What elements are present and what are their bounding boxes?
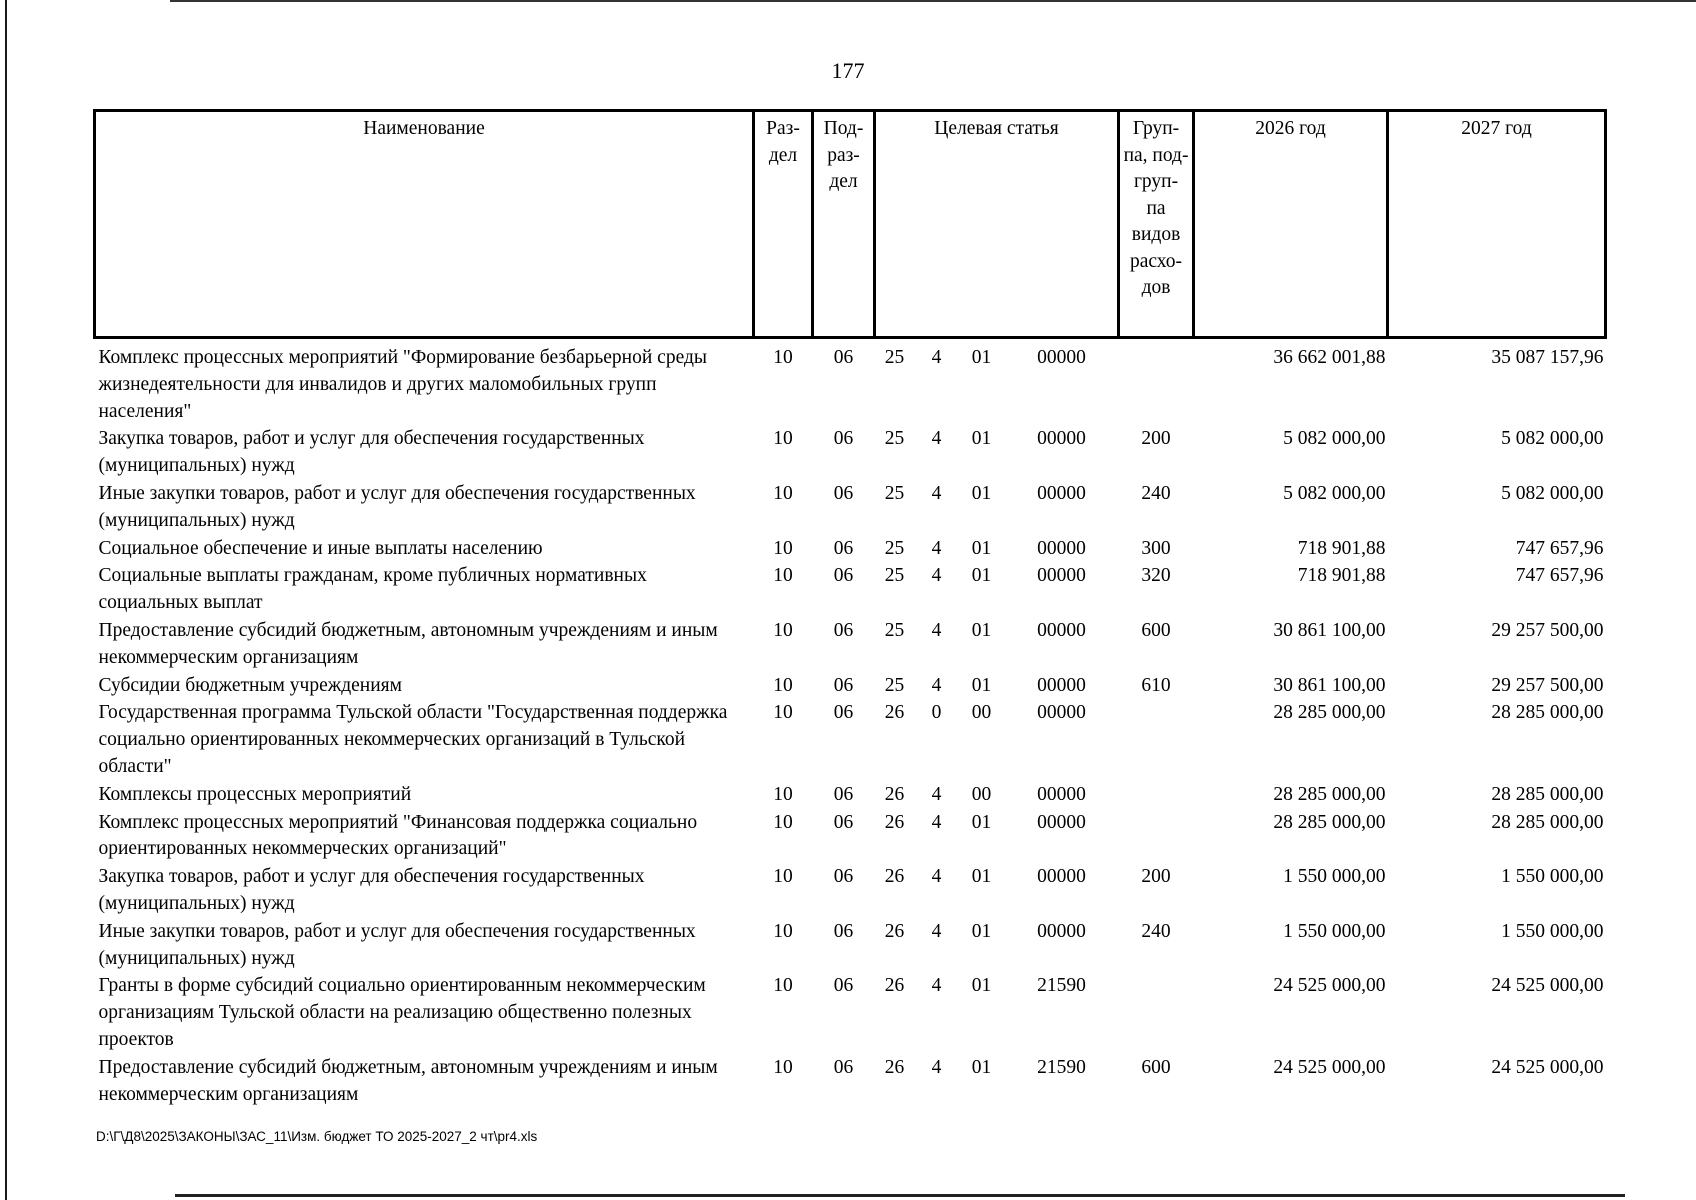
row-target-type: 4	[931, 674, 942, 696]
row-expense-group	[1119, 782, 1194, 810]
table-row	[95, 864, 1606, 919]
row-target-program: 26	[884, 811, 905, 833]
row-expense-group	[1119, 700, 1194, 781]
row-podrazdel: 06	[833, 428, 854, 450]
row-razdel: 10	[773, 482, 793, 504]
row-name: Закупка товаров, работ и услуг для обеспечения государственных (муниципальных) нужд	[98, 866, 645, 914]
row-target-complex: 01	[971, 428, 992, 450]
table-row	[95, 973, 1606, 1054]
row-podrazdel: 06	[833, 619, 854, 641]
row-target-type: 4	[931, 619, 942, 641]
row-amount-2026: 28 285 000,00	[1273, 702, 1386, 724]
row-amount-2027: 5 082 000,00	[1501, 482, 1604, 504]
table-row	[95, 810, 1606, 865]
row-podrazdel: 06	[833, 783, 854, 805]
table-row	[95, 700, 1606, 781]
row-target-program: 26	[884, 920, 905, 942]
row-name: Комплекс процессных мероприятий "Формирование безбарьерной среды жизнедеятельности для инвалидов и других маломобильных групп населения"	[98, 347, 707, 422]
row-target-complex: 01	[971, 866, 992, 888]
row-target-program: 26	[884, 975, 905, 997]
row-target-direction: 00000	[1037, 783, 1086, 805]
row-expense-group	[1119, 973, 1194, 1054]
row-amount-2026: 36 662 001,88	[1273, 347, 1386, 368]
row-amount-2027: 747 657,96	[1515, 537, 1604, 559]
table-row	[95, 426, 1606, 481]
table-row	[95, 536, 1606, 564]
page-number: 177	[831, 58, 865, 83]
row-podrazdel: 06	[833, 565, 854, 587]
row-expense-group: 600	[1141, 619, 1171, 641]
row-amount-2027: 29 257 500,00	[1491, 619, 1604, 641]
row-target-complex: 01	[971, 347, 992, 368]
table-header-row	[95, 111, 1606, 338]
row-razdel: 10	[773, 674, 793, 696]
row-amount-2026: 30 861 100,00	[1273, 619, 1386, 641]
row-podrazdel: 06	[833, 537, 854, 559]
row-name: Гранты в форме субсидий социально ориентированным некоммерческим организациям Тульской области на реализацию общественно полезных проектов	[98, 975, 706, 1050]
row-target-complex: 01	[971, 920, 992, 942]
table-body	[95, 338, 1606, 1110]
row-name: Иные закупки товаров, работ и услуг для обеспечения государственных (муниципальных) нужд	[98, 482, 696, 531]
row-target-complex: 01	[971, 619, 992, 641]
row-target-complex: 01	[971, 537, 992, 559]
table-row	[95, 673, 1606, 701]
row-target-type: 4	[931, 866, 942, 888]
row-expense-group: 200	[1141, 866, 1171, 888]
table-row	[95, 782, 1606, 810]
row-razdel: 10	[773, 702, 793, 724]
row-razdel: 10	[773, 565, 793, 587]
row-amount-2026: 28 285 000,00	[1273, 783, 1386, 805]
row-expense-group: 320	[1141, 565, 1171, 587]
row-amount-2026: 24 525 000,00	[1273, 1056, 1386, 1078]
row-target-type: 4	[931, 1056, 942, 1078]
row-amount-2026: 1 550 000,00	[1283, 866, 1386, 888]
row-amount-2026: 718 901,88	[1297, 537, 1386, 559]
row-target-complex: 00	[971, 783, 992, 805]
row-target-program: 25	[884, 482, 905, 504]
row-target-type: 4	[931, 482, 942, 504]
row-target-direction: 00000	[1037, 428, 1086, 450]
row-expense-group: 240	[1141, 920, 1171, 942]
row-target-direction: 00000	[1037, 920, 1086, 942]
row-razdel: 10	[773, 347, 793, 368]
row-razdel: 10	[773, 619, 793, 641]
row-target-type: 0	[931, 702, 942, 724]
row-target-complex: 00	[971, 702, 992, 724]
row-target-program: 25	[884, 347, 905, 368]
row-razdel: 10	[773, 783, 793, 805]
row-target-type: 4	[931, 347, 942, 368]
header-razdel	[754, 111, 813, 338]
row-target-direction: 00000	[1037, 347, 1086, 368]
header-podrazdel	[813, 111, 875, 338]
row-razdel: 10	[773, 920, 793, 942]
row-expense-group: 300	[1141, 537, 1171, 559]
row-name: Иные закупки товаров, работ и услуг для обеспечения государственных (муниципальных) нужд	[98, 920, 696, 969]
row-target-direction: 21590	[1037, 1056, 1086, 1078]
row-razdel: 10	[773, 975, 793, 997]
budget-sheet	[93, 109, 1604, 1109]
header-podrazdel-text: Под- раз- дел	[823, 118, 864, 192]
row-razdel: 10	[773, 811, 793, 833]
row-amount-2027: 24 525 000,00	[1491, 975, 1604, 997]
row-podrazdel: 06	[833, 866, 854, 888]
row-target-direction: 00000	[1037, 565, 1086, 587]
row-target-type: 4	[931, 920, 942, 942]
row-name: Закупка товаров, работ и услуг для обеспечения государственных (муниципальных) нужд	[98, 428, 645, 477]
row-target-program: 26	[884, 702, 905, 724]
row-amount-2026: 5 082 000,00	[1283, 482, 1386, 504]
row-amount-2027: 28 285 000,00	[1491, 702, 1604, 724]
footer-file-path: D:\Г\Д8\2025\ЗАКОНЫ\ЗАС_11\Изм. бюджет ТО 2025-2027_2 чт\pr4.xls	[96, 1129, 538, 1144]
row-target-complex: 01	[971, 811, 992, 833]
row-name: Комплекс процессных мероприятий "Финансовая поддержка социально ориентированных некоммерческих организаций"	[98, 811, 698, 860]
row-name: Социальные выплаты гражданам, кроме публичных нормативных социальных выплат	[98, 565, 647, 614]
row-target-program: 26	[884, 866, 905, 888]
row-target-complex: 01	[971, 975, 992, 997]
row-target-direction: 00000	[1037, 866, 1086, 888]
header-2026: 2026 год	[1194, 111, 1388, 338]
row-amount-2026: 28 285 000,00	[1273, 811, 1386, 833]
scan-edge-left	[5, 0, 7, 1200]
row-target-type: 4	[931, 428, 942, 450]
row-target-program: 26	[884, 783, 905, 805]
row-razdel: 10	[773, 428, 793, 450]
row-razdel: 10	[773, 537, 793, 559]
row-amount-2027: 35 087 157,96	[1491, 347, 1604, 368]
row-amount-2027: 29 257 500,00	[1491, 674, 1604, 696]
row-amount-2027: 28 285 000,00	[1491, 811, 1604, 833]
row-target-complex: 01	[971, 674, 992, 696]
row-podrazdel: 06	[833, 482, 854, 504]
row-target-type: 4	[931, 783, 942, 805]
row-expense-group: 600	[1141, 1056, 1171, 1078]
scan-edge-bottom	[175, 1194, 1625, 1197]
row-amount-2027: 1 550 000,00	[1501, 866, 1604, 888]
row-target-complex: 01	[971, 1056, 992, 1078]
row-target-complex: 01	[971, 565, 992, 587]
row-amount-2027: 28 285 000,00	[1491, 783, 1604, 805]
row-amount-2027: 24 525 000,00	[1491, 1056, 1604, 1078]
row-target-type: 4	[931, 537, 942, 559]
table-row	[95, 919, 1606, 974]
row-target-direction: 00000	[1037, 537, 1086, 559]
row-name: Комплексы процессных мероприятий	[98, 783, 412, 805]
row-target-direction: 00000	[1037, 619, 1086, 641]
table-row	[95, 338, 1606, 427]
scan-edge-top	[170, 0, 1696, 2]
row-podrazdel: 06	[833, 975, 854, 997]
row-amount-2026: 718 901,88	[1297, 565, 1386, 587]
row-amount-2026: 1 550 000,00	[1283, 920, 1386, 942]
row-razdel: 10	[773, 1056, 793, 1078]
row-target-program: 25	[884, 537, 905, 559]
row-target-direction: 00000	[1037, 674, 1086, 696]
row-amount-2026: 24 525 000,00	[1273, 975, 1386, 997]
row-target-direction: 00000	[1037, 811, 1086, 833]
row-expense-group: 200	[1141, 428, 1171, 450]
header-name: Наименование	[95, 111, 754, 338]
row-podrazdel: 06	[833, 702, 854, 724]
row-name: Субсидии бюджетным учреждениям	[98, 674, 402, 696]
row-target-type: 4	[931, 565, 942, 587]
row-target-program: 25	[884, 674, 905, 696]
row-expense-group: 610	[1141, 674, 1171, 696]
row-target-program: 25	[884, 565, 905, 587]
row-amount-2027: 5 082 000,00	[1501, 428, 1604, 450]
row-target-type: 4	[931, 975, 942, 997]
row-name: Государственная программа Тульской области "Государственная поддержка социально ориентированных некоммерческих организаций в Тульской области"	[98, 702, 728, 777]
row-target-direction: 00000	[1037, 482, 1086, 504]
row-target-program: 25	[884, 619, 905, 641]
row-target-direction: 21590	[1037, 975, 1086, 997]
header-2027: 2027 год	[1388, 111, 1606, 338]
row-target-complex: 01	[971, 482, 992, 504]
row-amount-2027: 1 550 000,00	[1501, 920, 1604, 942]
row-name: Социальное обеспечение и иные выплаты населению	[98, 537, 543, 559]
table-row	[95, 481, 1606, 536]
header-group-text: Груп- па, под- груп- па видов расхо- дов	[1123, 118, 1189, 298]
row-podrazdel: 06	[833, 1056, 854, 1078]
header-target: Целевая статья	[875, 111, 1119, 338]
row-amount-2026: 30 861 100,00	[1273, 674, 1386, 696]
row-target-direction: 00000	[1037, 702, 1086, 724]
row-target-type: 4	[931, 811, 942, 833]
row-target-program: 25	[884, 428, 905, 450]
table-row	[95, 563, 1606, 618]
row-amount-2027: 747 657,96	[1515, 565, 1604, 587]
table-row	[95, 618, 1606, 673]
row-expense-group: 240	[1141, 482, 1171, 504]
row-podrazdel: 06	[833, 674, 854, 696]
row-podrazdel: 06	[833, 920, 854, 942]
row-name: Предоставление субсидий бюджетным, автономным учреждениям и иным некоммерческим организациям	[98, 1056, 718, 1105]
row-expense-group	[1119, 338, 1194, 427]
row-amount-2026: 5 082 000,00	[1283, 428, 1386, 450]
row-podrazdel: 06	[833, 347, 854, 368]
row-razdel: 10	[773, 866, 793, 888]
table-row	[95, 1055, 1606, 1110]
header-group	[1119, 111, 1194, 338]
row-expense-group	[1119, 810, 1194, 865]
row-name: Предоставление субсидий бюджетным, автономным учреждениям и иным некоммерческим организациям	[98, 619, 718, 668]
budget-table	[93, 109, 1607, 1109]
row-target-program: 26	[884, 1056, 905, 1078]
row-podrazdel: 06	[833, 811, 854, 833]
header-razdel-text: Раз- дел	[766, 118, 800, 166]
